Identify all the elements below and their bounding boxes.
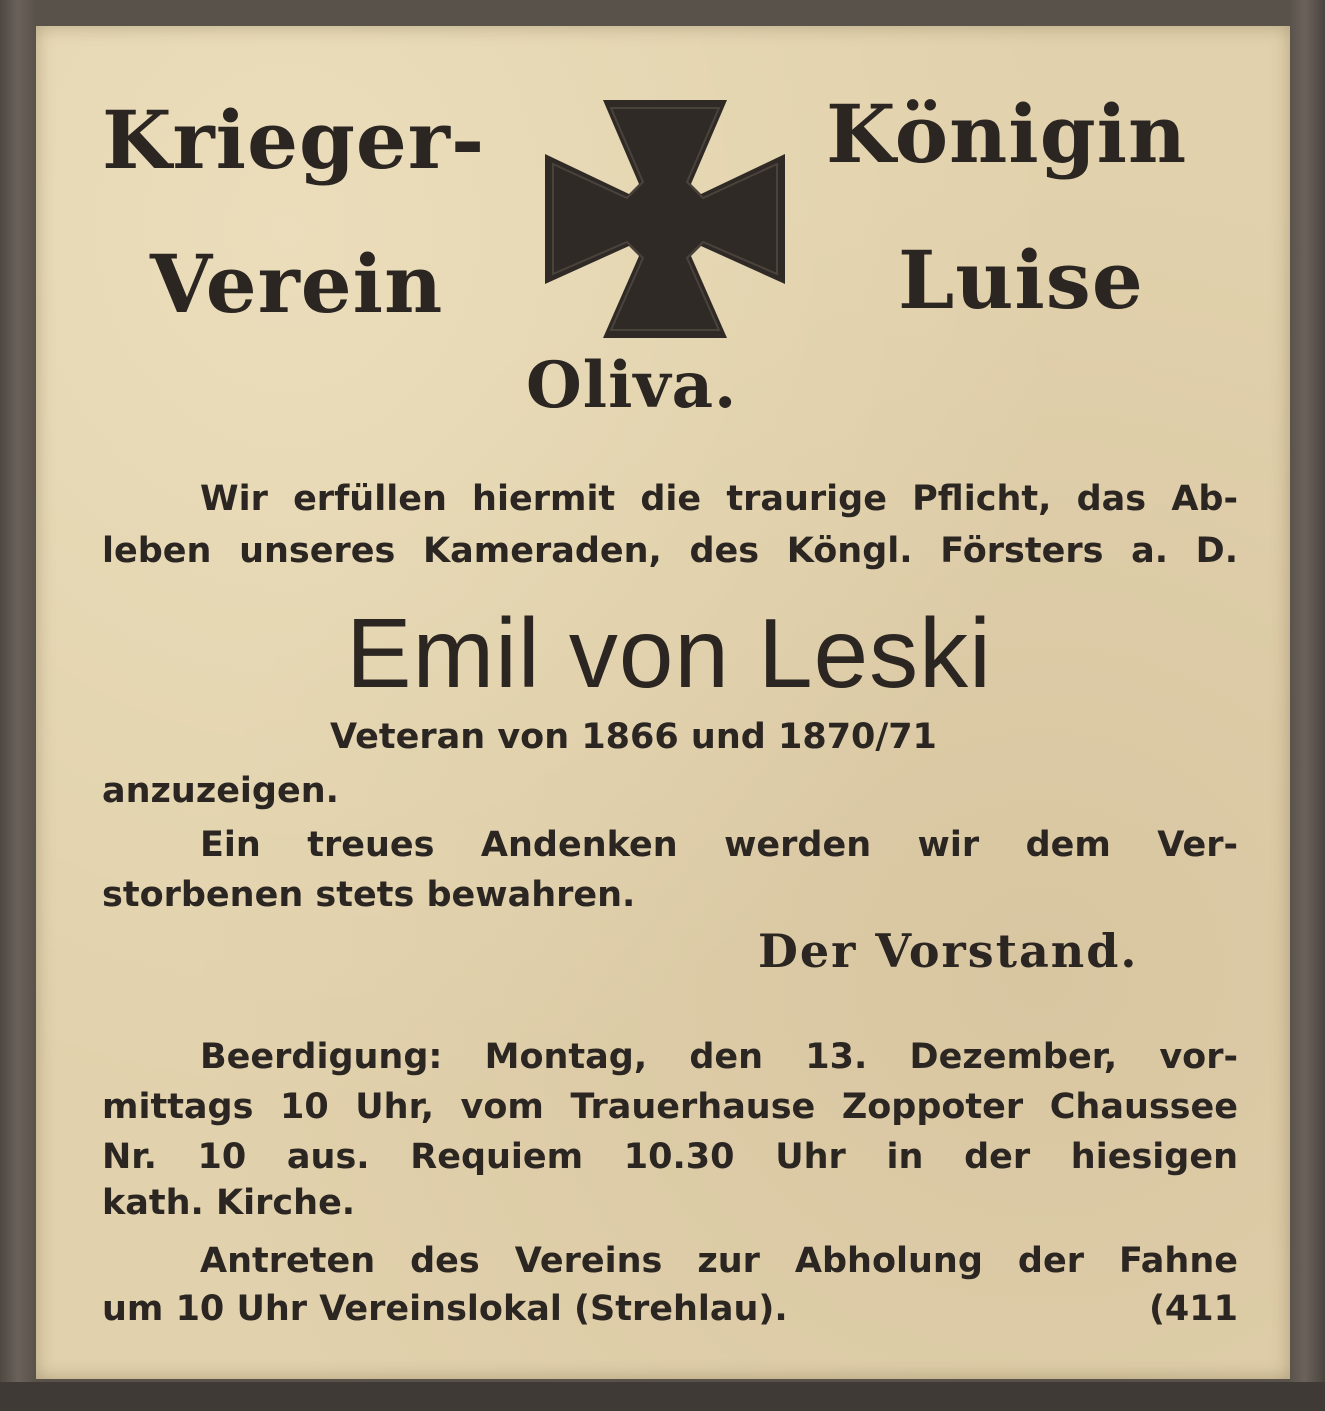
intro-line-1: Wir erfüllen hiermit die traurige Pflicht, das Ab-: [200, 479, 1238, 519]
funeral-line-4: kath. Kirche.: [102, 1183, 356, 1223]
announce-line: anzuzeigen.: [102, 771, 339, 811]
place-name: Oliva.: [526, 348, 738, 423]
iron-cross-icon: [541, 96, 789, 342]
memory-line-1: Ein treues Andenken werden wir dem Ver-: [200, 825, 1238, 865]
bottom-border: [0, 1382, 1325, 1411]
signature: Der Vorstand.: [758, 924, 1139, 978]
assembly-line-1: Antreten des Vereins zur Abholung der Fahne: [200, 1241, 1238, 1281]
intro-line-2: leben unseres Kameraden, des Köngl. Försters a. D.: [102, 531, 1238, 571]
assembly-line-2: um 10 Uhr Vereinslokal (Strehlau).: [102, 1289, 788, 1329]
deceased-name: Emil von Leski: [346, 598, 992, 708]
funeral-line-1: Beerdigung: Montag, den 13. Dezember, vor-: [200, 1037, 1238, 1077]
ad-number: (411: [1148, 1289, 1238, 1329]
funeral-line-3: Nr. 10 aus. Requiem 10.30 Uhr in der hiesigen: [102, 1137, 1238, 1177]
memory-line-2: storbenen stets bewahren.: [102, 875, 636, 915]
funeral-line-2: mittags 10 Uhr, vom Trauerhause Zoppoter Chaussee: [102, 1087, 1238, 1127]
assembly-line-2-wrap: [102, 1289, 1238, 1329]
header-right-line2: Luise: [898, 233, 1144, 327]
header-right-line1: Königin: [826, 87, 1188, 181]
header-left-line2: Verein: [150, 237, 444, 331]
header-left-line1: Krieger-: [102, 93, 486, 187]
veteran-line: Veteran von 1866 und 1870/71: [330, 717, 937, 757]
